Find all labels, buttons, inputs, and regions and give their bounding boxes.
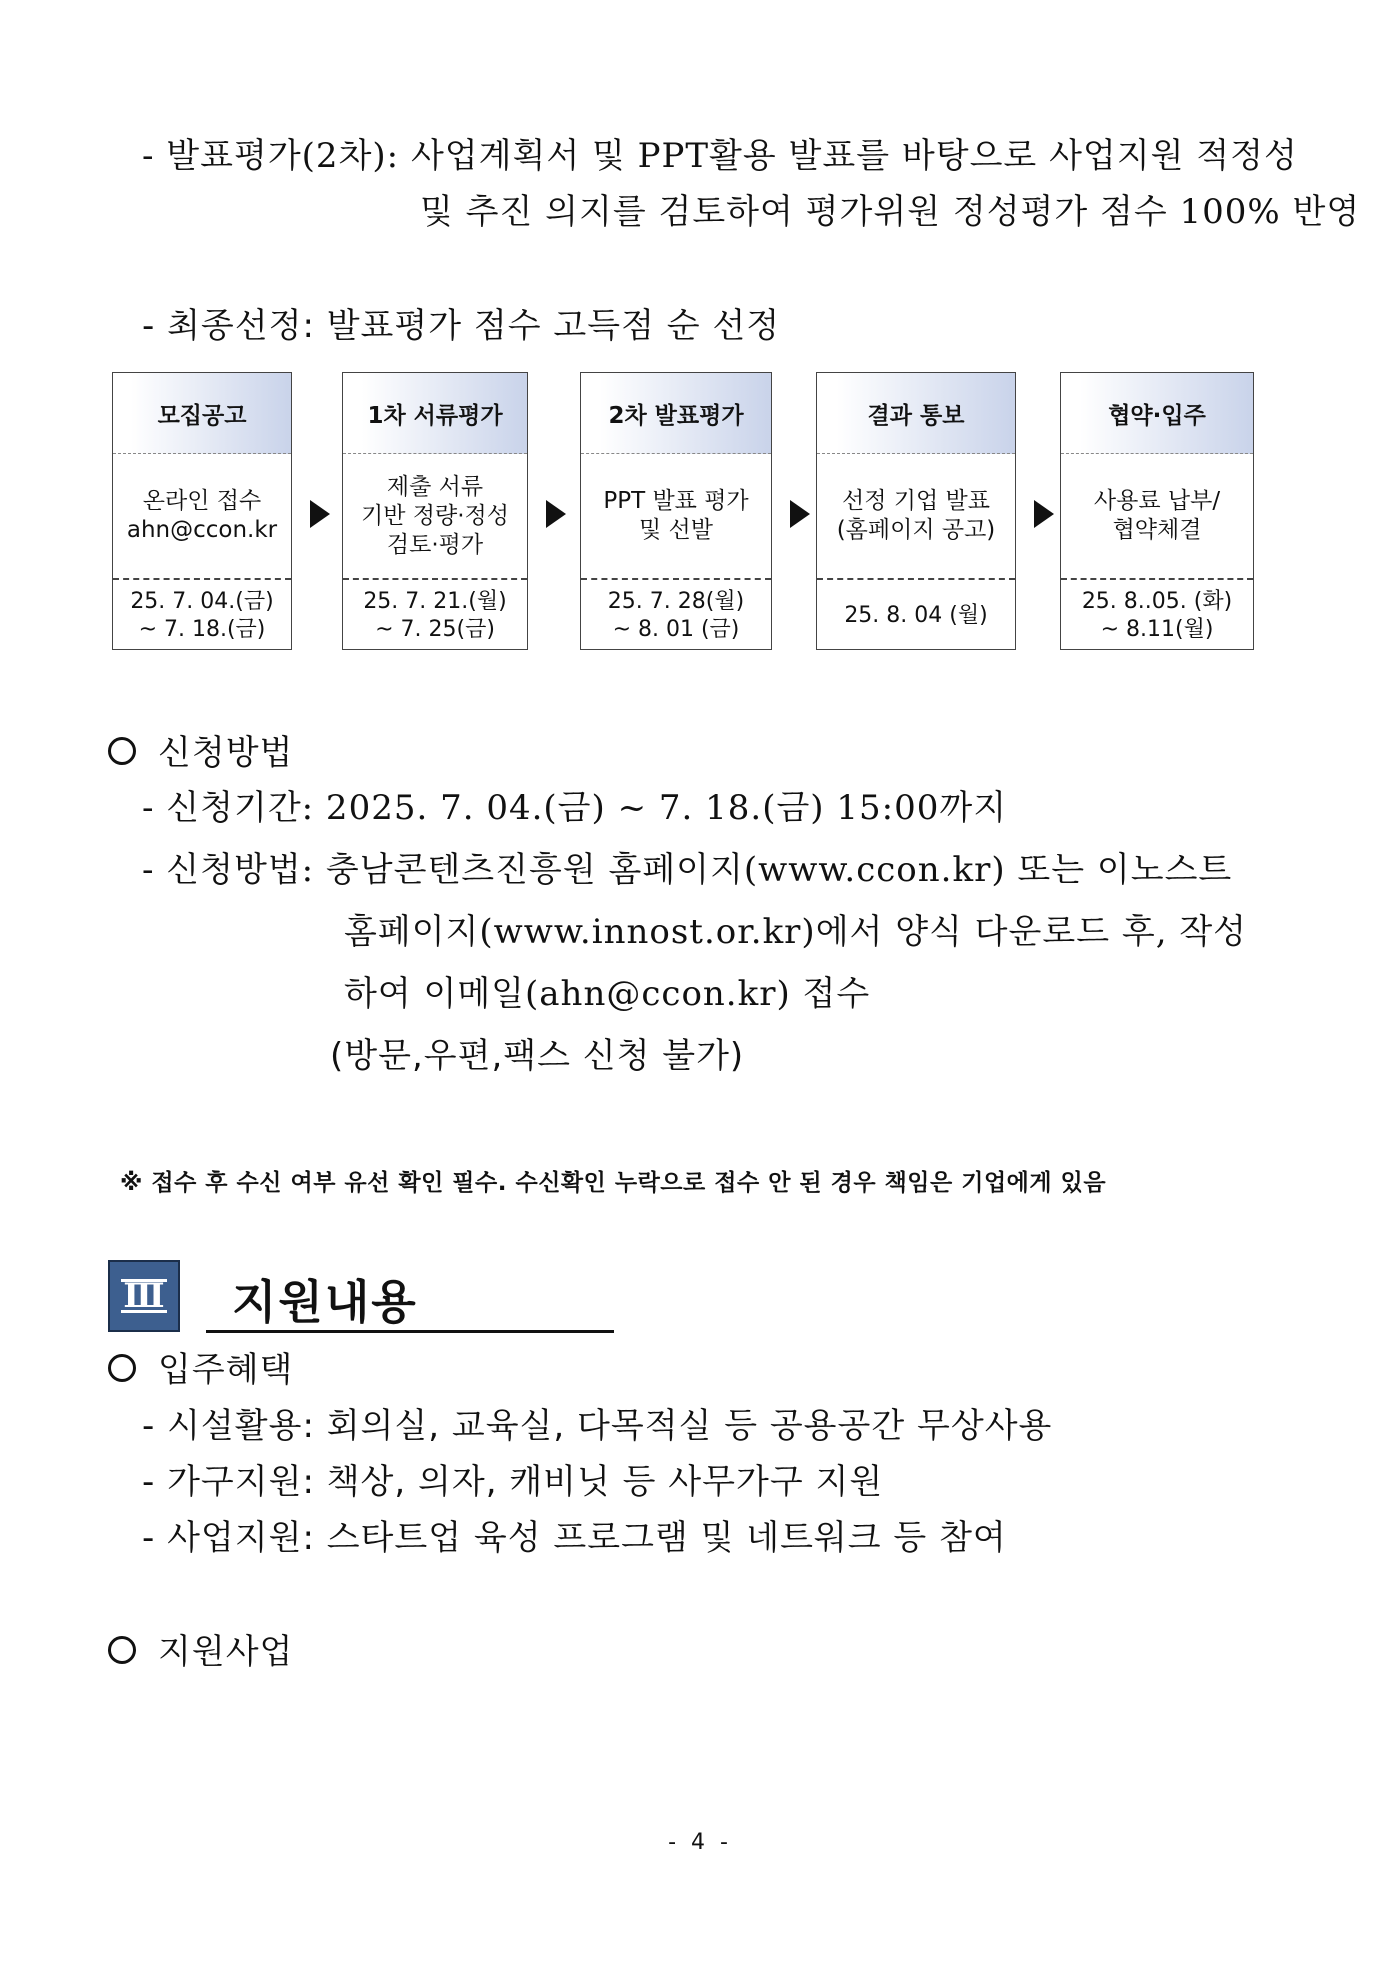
step-date bbox=[343, 578, 527, 652]
arrow-right-icon bbox=[790, 500, 810, 528]
process-step-presentation bbox=[580, 372, 772, 650]
apply-method-2: 홈페이지(www.innost.or.kr)에서 양식 다운로드 후, 작성 bbox=[344, 912, 1248, 952]
benefit-business: - 사업지원: 스타트업 육성 프로그램 및 네트워크 등 참여 bbox=[142, 1518, 1007, 1558]
process-step-recruit bbox=[112, 372, 292, 650]
step-date bbox=[817, 578, 1015, 652]
step-head: 1차 서류평가 bbox=[343, 373, 527, 454]
step-body-line: 기반 정량·정성 bbox=[361, 502, 509, 529]
step-head: 결과 통보 bbox=[817, 373, 1015, 454]
step-body-line: 선정 기업 발표 bbox=[842, 488, 990, 514]
process-step-agreement bbox=[1060, 372, 1254, 650]
apply-title: 신청방법 bbox=[158, 733, 294, 773]
process-step-document-review bbox=[342, 372, 528, 650]
benefit-facility: - 시설활용: 회의실, 교육실, 다목적실 등 공용공간 무상사용 bbox=[142, 1406, 1053, 1446]
step-date-line: 25. 7. 28(월) bbox=[607, 589, 745, 614]
step-body bbox=[581, 454, 771, 578]
step-head: 협약·입주 bbox=[1061, 373, 1253, 454]
step-date-line: 25. 8. 04 (월) bbox=[844, 603, 988, 628]
step-body-line: 온라인 접수 bbox=[142, 488, 262, 514]
step-head: 모집공고 bbox=[113, 373, 291, 454]
eval-line-1: - 발표평가(2차): 사업계획서 및 PPT활용 발표를 바탕으로 사업지원 적정성 bbox=[142, 136, 1298, 176]
step-date-line: 25. 7. 21.(월) bbox=[363, 589, 507, 614]
step-body-line: 협약체결 bbox=[1112, 517, 1202, 543]
step-date-line: ~ 8. 01 (금) bbox=[612, 617, 740, 642]
benefits-heading bbox=[108, 1350, 293, 1390]
arrow-right-icon bbox=[1034, 500, 1054, 528]
step-body-line: 검토·평가 bbox=[386, 531, 484, 558]
apply-period: - 신청기간: 2025. 7. 04.(금) ~ 7. 18.(금) 15:00까지 bbox=[142, 788, 1008, 828]
step-date bbox=[113, 578, 291, 652]
step-date-line: 25. 7. 04.(금) bbox=[130, 589, 274, 614]
step-body-line: PPT 발표 평가 bbox=[603, 488, 749, 514]
apply-note: ※ 접수 후 수신 여부 유선 확인 필수. 수신확인 누락으로 접수 안 된 경우 책임은 기업에게 있음 bbox=[120, 1170, 1107, 1196]
step-body-line: (홈페이지 공고) bbox=[836, 517, 996, 543]
arrow-right-icon bbox=[546, 500, 566, 528]
program-title: 지원사업 bbox=[158, 1632, 294, 1672]
program-heading bbox=[108, 1632, 293, 1672]
step-date-line: 25. 8..05. (화) bbox=[1081, 589, 1233, 614]
step-head: 2차 발표평가 bbox=[581, 373, 771, 454]
benefits-title: 입주혜택 bbox=[158, 1350, 294, 1390]
step-date bbox=[1061, 578, 1253, 652]
circle-bullet-icon bbox=[108, 1354, 136, 1382]
step-body-line: 및 선발 bbox=[639, 517, 713, 543]
step-body bbox=[817, 454, 1015, 578]
step-body-line: ahn@ccon.kr bbox=[126, 517, 278, 543]
circle-bullet-icon bbox=[108, 737, 136, 765]
step-date-line: ~ 7. 25(금) bbox=[375, 617, 495, 642]
final-selection-line: - 최종선정: 발표평가 점수 고득점 순 선정 bbox=[142, 306, 781, 346]
section-number-badge bbox=[108, 1260, 180, 1332]
step-body bbox=[113, 454, 291, 578]
apply-method-1: - 신청방법: 충남콘텐츠진흥원 홈페이지(www.ccon.kr) 또는 이노스트 bbox=[142, 850, 1233, 890]
page-number: - 4 - bbox=[668, 1830, 732, 1855]
section-title: 지원내용 bbox=[232, 1275, 418, 1329]
arrow-right-icon bbox=[310, 500, 330, 528]
apply-heading bbox=[108, 733, 293, 773]
process-step-result bbox=[816, 372, 1016, 650]
step-body bbox=[343, 454, 527, 578]
benefit-furniture: - 가구지원: 책상, 의자, 캐비닛 등 사무가구 지원 bbox=[142, 1462, 884, 1502]
apply-method-3: 하여 이메일(ahn@ccon.kr) 접수 bbox=[344, 974, 871, 1014]
section-number: Ⅲ bbox=[123, 1276, 165, 1316]
eval-line-2: 및 추진 의지를 검토하여 평가위원 정성평가 점수 100% 반영 bbox=[420, 192, 1361, 232]
circle-bullet-icon bbox=[108, 1636, 136, 1664]
step-body-line: 사용료 납부/ bbox=[1093, 488, 1221, 514]
apply-method-4: (방문,우편,팩스 신청 불가) bbox=[330, 1036, 745, 1076]
step-body-line: 제출 서류 bbox=[386, 473, 484, 500]
step-date-line: ~ 8.11(월) bbox=[1100, 617, 1214, 642]
step-date bbox=[581, 578, 771, 652]
step-body bbox=[1061, 454, 1253, 578]
step-date-line: ~ 7. 18.(금) bbox=[138, 617, 266, 642]
section-underline bbox=[206, 1330, 614, 1333]
